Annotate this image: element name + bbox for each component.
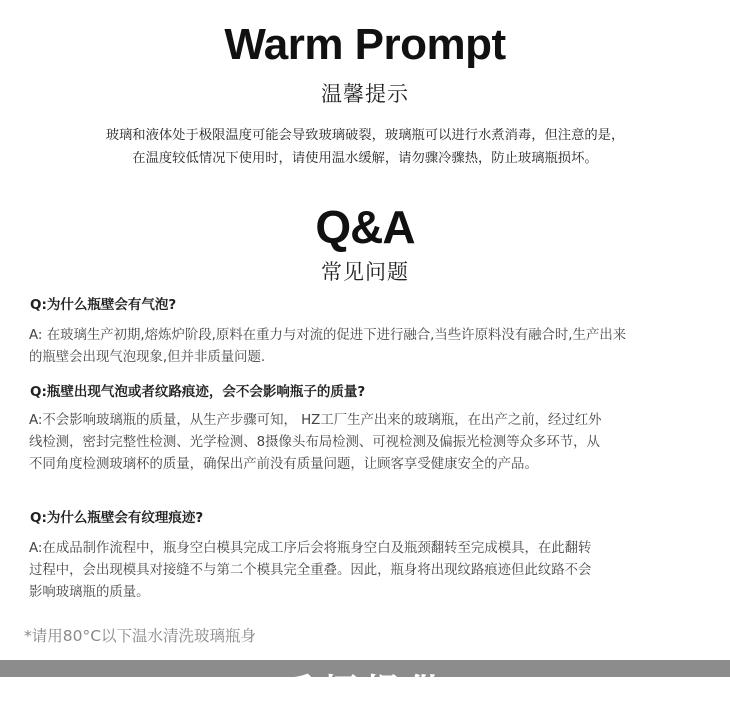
warm-prompt-line: 在温度较低情况下使用时，请使用温水缓解，请勿骤冷骤热，防止玻璃瓶损坏。	[132, 151, 598, 166]
warm-prompt-title: Warm Prompt	[224, 20, 506, 69]
warm-prompt-line: 玻璃和液体处于极限温度可能会导致玻璃破裂，玻璃瓶可以进行水煮消毒，但注意的是，	[105, 128, 625, 143]
bottom-banner	[0, 660, 730, 712]
answer-line: A:在成品制作流程中，瓶身空白模具完成工序后会将瓶身空白及瓶颈翻转至完成模具，在此翻转	[29, 541, 592, 556]
answer-line: 过程中，会出现模具对接缝不与第二个模具完全重叠。因此，瓶身将出现纹路痕迹但此纹路不会	[29, 563, 592, 578]
answer-line: 影响玻璃瓶的质量。	[29, 585, 150, 600]
answer-line: 不同角度检测玻璃杯的质量，确保出产前没有质量问题，让顾客享受健康安全的产品。	[29, 457, 538, 472]
answer-2	[29, 410, 709, 476]
question-1: Q:为什么瓶壁会有气泡?	[30, 297, 177, 313]
bottom-banner-text: 手柄提供	[281, 672, 449, 712]
qa-subtitle: 常见问题	[321, 260, 409, 284]
washing-note: *请用80°C以下温水清洗玻璃瓶身	[24, 627, 257, 645]
answer-1	[29, 325, 709, 369]
warm-prompt-subtitle: 温馨提示	[321, 82, 409, 106]
question-2: Q:瓶壁出现气泡或者纹路痕迹，会不会影响瓶子的质量?	[30, 384, 366, 400]
answer-line: 线检测，密封完整性检测、光学检测、8摄像头布局检测、可视检测及偏振光检测等众多环节，从	[29, 435, 600, 450]
answer-line: A:不会影响玻璃瓶的质量，从生产步骤可知， HZ工厂生产出来的玻璃瓶，在出产之前，经过红外	[29, 413, 602, 428]
warm-prompt-text	[0, 124, 730, 170]
answer-line: 的瓶壁会出现气泡现象,但并非质量问题.	[29, 350, 266, 365]
qa-title: Q&A	[315, 201, 415, 253]
answer-3	[29, 538, 709, 604]
question-3: Q:为什么瓶壁会有纹理痕迹?	[30, 510, 204, 526]
answer-line: A: 在玻璃生产初期,熔炼炉阶段,原料在重力与对流的促进下进行融合,当些许原料没有融合时,生产出来	[29, 328, 627, 343]
